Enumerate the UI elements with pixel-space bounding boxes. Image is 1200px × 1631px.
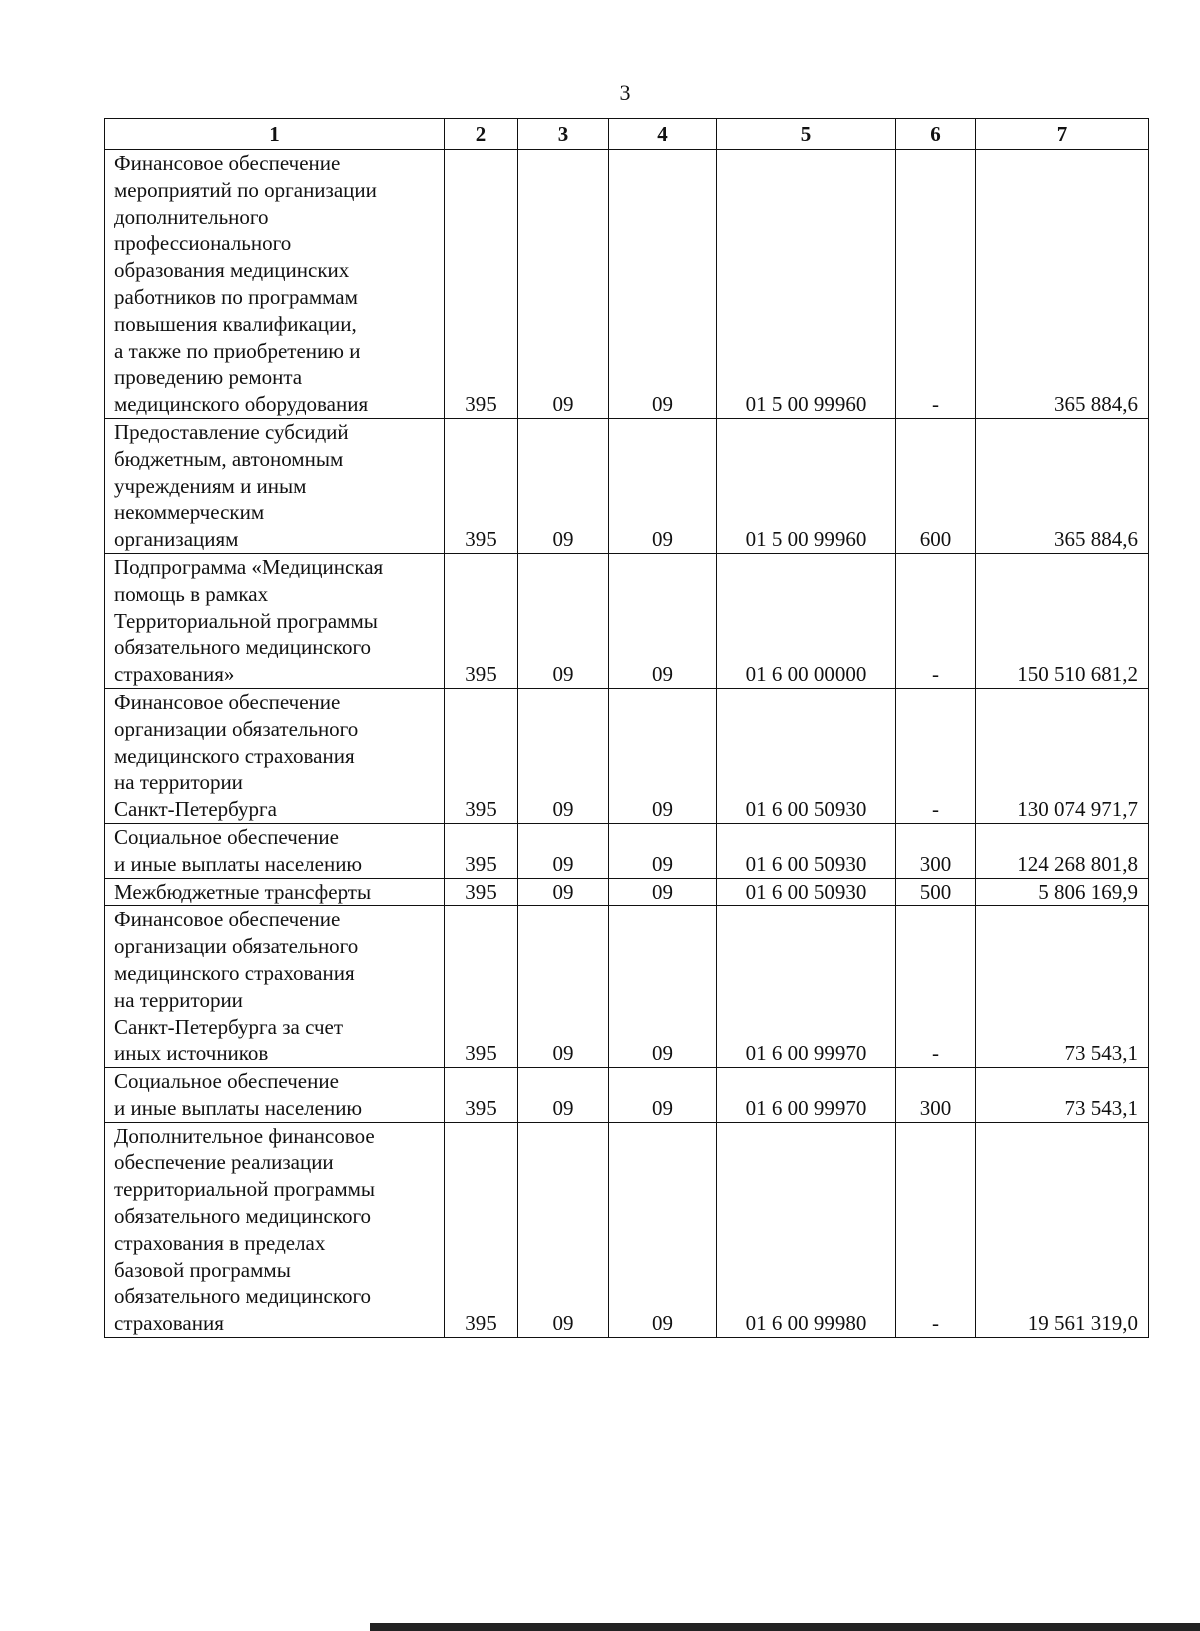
admin-code-cell: 395: [445, 823, 518, 878]
target-article-cell: 01 6 00 00000: [717, 553, 896, 688]
expense-type-cell: 300: [896, 823, 976, 878]
item-name-line: обязательного медицинского: [114, 635, 372, 660]
item-name-line: Санкт-Петербурга: [114, 797, 277, 822]
target-article-cell: 01 5 00 99960: [717, 418, 896, 553]
item-name-cell: [105, 823, 445, 878]
expense-type-cell: -: [896, 906, 976, 1068]
expense-type-cell: 600: [896, 418, 976, 553]
admin-code-cell: 395: [445, 906, 518, 1068]
subsection-cell: 09: [609, 688, 717, 823]
section-cell: 09: [518, 906, 609, 1068]
item-name-line: организациям: [114, 527, 239, 552]
item-name-line: повышения квалификации,: [114, 311, 357, 336]
item-name-cell: [105, 1122, 445, 1337]
section-cell: 09: [518, 418, 609, 553]
item-name-line: Дополнительное финансовое: [114, 1123, 375, 1148]
item-name-line: дополнительного: [114, 204, 269, 229]
admin-code-cell: 395: [445, 1122, 518, 1337]
amount-cell: 365 884,6: [976, 150, 1149, 419]
expense-type-cell: -: [896, 553, 976, 688]
item-name-line: Межбюджетные трансферты: [114, 879, 372, 904]
table-body: [105, 150, 1149, 1338]
admin-code-cell: 395: [445, 418, 518, 553]
item-name-line: Предоставление субсидий: [114, 419, 349, 444]
item-name-line: Социальное обеспечение: [114, 1069, 339, 1094]
target-article-cell: 01 6 00 99970: [717, 906, 896, 1068]
section-cell: 09: [518, 553, 609, 688]
item-name-line: страхования: [114, 1311, 224, 1336]
table-header: [105, 119, 1149, 150]
amount-cell: 73 543,1: [976, 1068, 1149, 1123]
table-row: [105, 418, 1149, 553]
page-number: 3: [619, 80, 631, 105]
item-name-line: мероприятий по организации: [114, 177, 377, 202]
item-name-line: помощь в рамках: [114, 581, 269, 606]
subsection-cell: 09: [609, 418, 717, 553]
item-name-line: Санкт-Петербурга за счет: [114, 1014, 344, 1039]
item-name-line: страхования в пределах: [114, 1230, 326, 1255]
expense-type-cell: -: [896, 150, 976, 419]
item-name-cell: [105, 906, 445, 1068]
expense-type-cell: 300: [896, 1068, 976, 1123]
table-row: [105, 553, 1149, 688]
item-name-cell: [105, 418, 445, 553]
item-name-cell: [105, 150, 445, 419]
column-header-2: 2: [445, 119, 518, 150]
target-article-cell: 01 6 00 99970: [717, 1068, 896, 1123]
item-name-line: медицинского оборудования: [114, 392, 369, 417]
admin-code-cell: 395: [445, 878, 518, 906]
subsection-cell: 09: [609, 906, 717, 1068]
column-header-7: 7: [976, 119, 1149, 150]
subsection-cell: 09: [609, 553, 717, 688]
item-name-line: Территориальной программы: [114, 608, 378, 633]
item-name-line: медицинского страхования: [114, 960, 355, 985]
item-name-line: организации обязательного: [114, 934, 359, 959]
target-article-cell: 01 6 00 50930: [717, 823, 896, 878]
section-cell: 09: [518, 150, 609, 419]
expense-type-cell: -: [896, 688, 976, 823]
table-row: [105, 878, 1149, 906]
column-header-6: 6: [896, 119, 976, 150]
admin-code-cell: 395: [445, 150, 518, 419]
item-name-line: медицинского страхования: [114, 743, 355, 768]
item-name-line: некоммерческим: [114, 500, 265, 525]
expense-type-cell: -: [896, 1122, 976, 1337]
section-cell: 09: [518, 1068, 609, 1123]
target-article-cell: 01 6 00 99980: [717, 1122, 896, 1337]
subsection-cell: 09: [609, 823, 717, 878]
admin-code-cell: 395: [445, 1068, 518, 1123]
subsection-cell: 09: [609, 878, 717, 906]
item-name-line: Социальное обеспечение: [114, 824, 339, 849]
table-row: [105, 1122, 1149, 1337]
amount-cell: 19 561 319,0: [976, 1122, 1149, 1337]
item-name-line: бюджетным, автономным: [114, 446, 344, 471]
amount-cell: 73 543,1: [976, 906, 1149, 1068]
item-name-line: на территории: [114, 987, 243, 1012]
item-name-line: работников по программам: [114, 284, 358, 309]
item-name-line: Финансовое обеспечение: [114, 689, 341, 714]
budget-table: [104, 118, 1149, 1338]
item-name-cell: [105, 1068, 445, 1123]
admin-code-cell: 395: [445, 553, 518, 688]
column-header-4: 4: [609, 119, 717, 150]
table-row: [105, 1068, 1149, 1123]
table-row: [105, 823, 1149, 878]
item-name-line: на территории: [114, 770, 243, 795]
item-name-line: и иные выплаты населению: [114, 851, 363, 876]
table-row: [105, 150, 1149, 419]
item-name-line: Финансовое обеспечение: [114, 907, 341, 932]
scan-edge-bar: [370, 1623, 1200, 1631]
amount-cell: 150 510 681,2: [976, 553, 1149, 688]
item-name-line: иных источников: [114, 1041, 269, 1066]
section-cell: 09: [518, 878, 609, 906]
target-article-cell: 01 6 00 50930: [717, 688, 896, 823]
column-header-3: 3: [518, 119, 609, 150]
admin-code-cell: 395: [445, 688, 518, 823]
subsection-cell: 09: [609, 150, 717, 419]
item-name-line: страхования»: [114, 662, 235, 687]
column-header-5: 5: [717, 119, 896, 150]
item-name-line: обязательного медицинского: [114, 1204, 372, 1229]
section-cell: 09: [518, 823, 609, 878]
item-name-line: обеспечение реализации: [114, 1150, 334, 1175]
item-name-line: территориальной программы: [114, 1177, 376, 1202]
subsection-cell: 09: [609, 1068, 717, 1123]
amount-cell: 130 074 971,7: [976, 688, 1149, 823]
target-article-cell: 01 6 00 50930: [717, 878, 896, 906]
item-name-line: Финансовое обеспечение: [114, 151, 341, 175]
item-name-cell: [105, 688, 445, 823]
amount-cell: 124 268 801,8: [976, 823, 1149, 878]
item-name-line: Подпрограмма «Медицинская: [114, 554, 384, 579]
column-header-1: 1: [105, 119, 445, 150]
item-name-line: а также по приобретению и: [114, 338, 361, 363]
amount-cell: 5 806 169,9: [976, 878, 1149, 906]
item-name-line: учреждениям и иным: [114, 473, 307, 498]
item-name-line: образования медицинских: [114, 258, 350, 283]
header-row: [105, 119, 1149, 150]
item-name-line: и иные выплаты населению: [114, 1095, 363, 1120]
item-name-line: базовой программы: [114, 1257, 291, 1282]
table-row: [105, 688, 1149, 823]
item-name-line: обязательного медицинского: [114, 1284, 372, 1309]
section-cell: 09: [518, 1122, 609, 1337]
item-name-line: организации обязательного: [114, 716, 359, 741]
target-article-cell: 01 5 00 99960: [717, 150, 896, 419]
item-name-cell: [105, 878, 445, 906]
item-name-line: профессионального: [114, 231, 292, 256]
table-row: [105, 906, 1149, 1068]
subsection-cell: 09: [609, 1122, 717, 1337]
item-name-cell: [105, 553, 445, 688]
item-name-line: проведению ремонта: [114, 365, 303, 390]
amount-cell: 365 884,6: [976, 418, 1149, 553]
expense-type-cell: 500: [896, 878, 976, 906]
section-cell: 09: [518, 688, 609, 823]
